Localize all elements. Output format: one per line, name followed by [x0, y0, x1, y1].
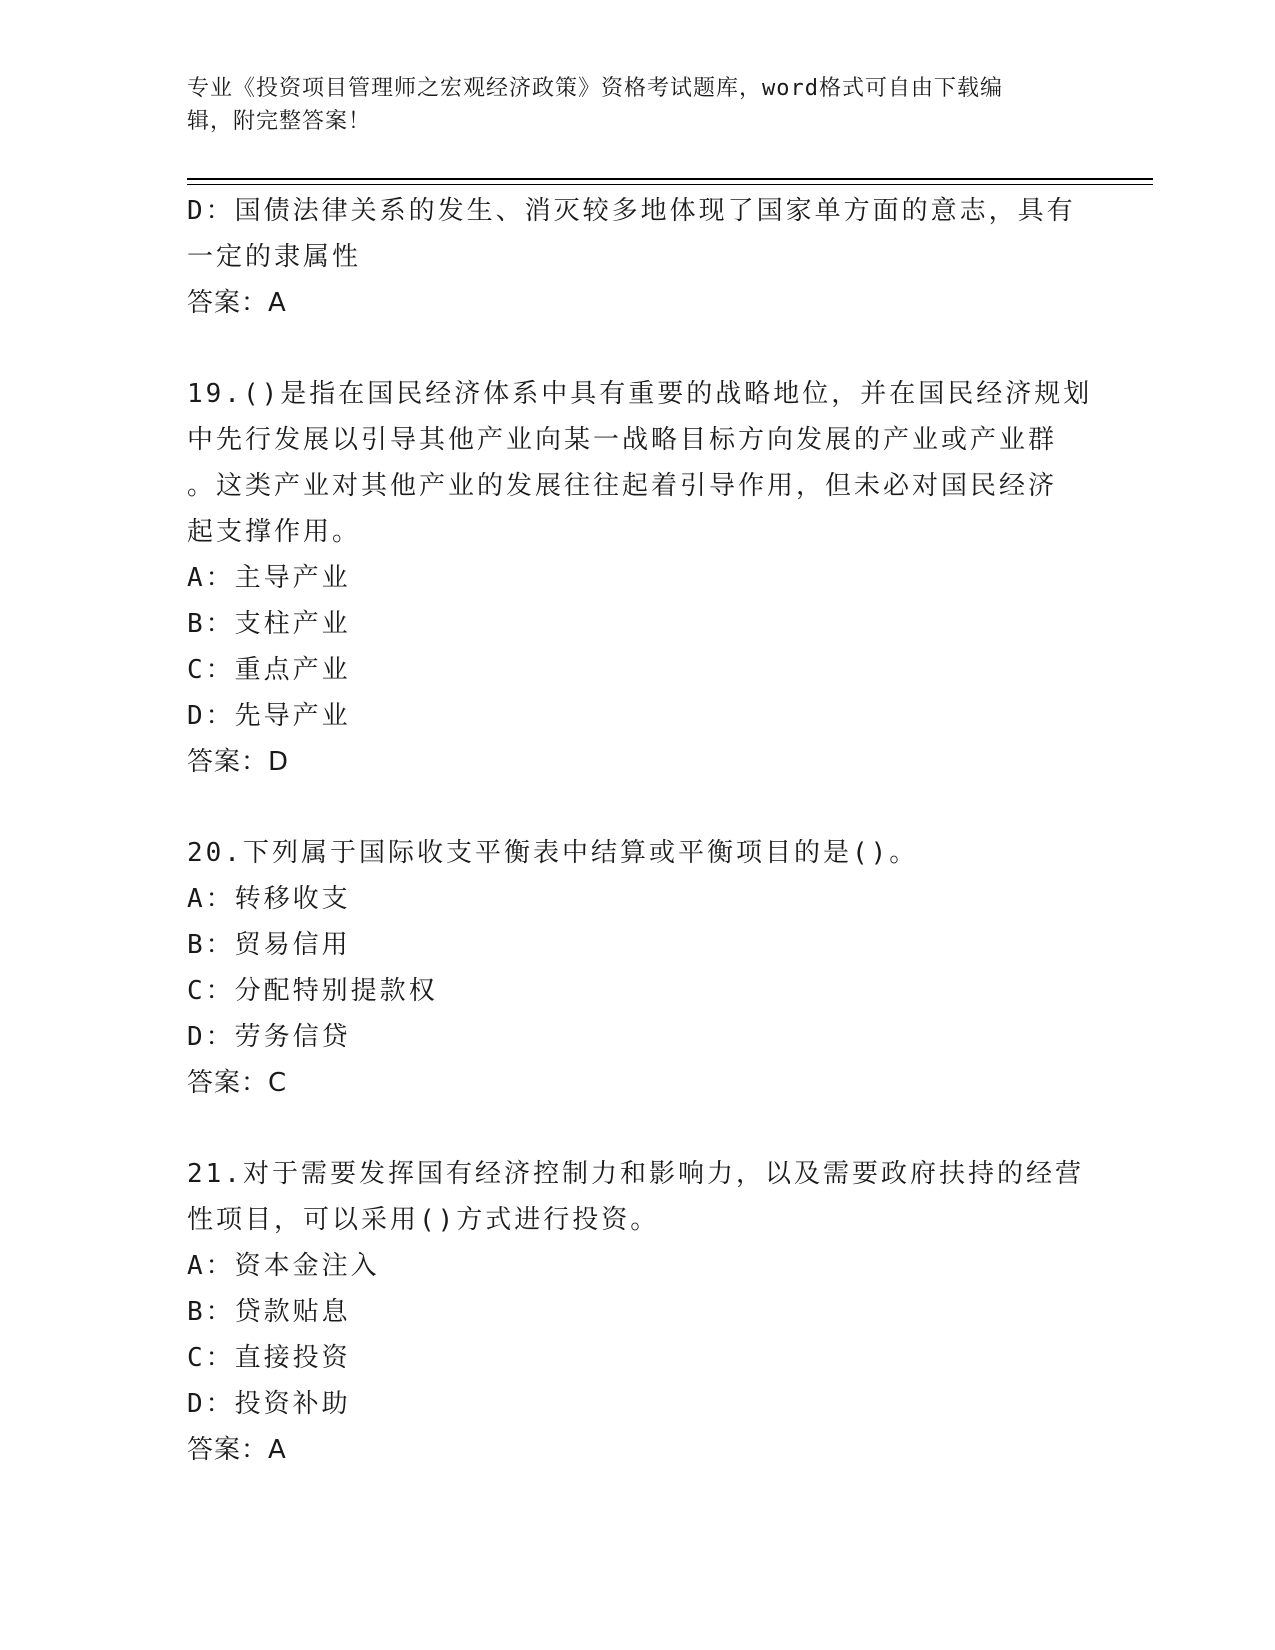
question-stem-line: 20.下列属于国际收支平衡表中结算或平衡项目的是()。	[187, 838, 919, 868]
option-c: C：直接投资	[187, 1343, 351, 1373]
option-a: A：转移收支	[187, 884, 351, 914]
question-stem-line: 21.对于需要发挥国有经济控制力和影响力，以及需要政府扶持的经营	[187, 1159, 1084, 1189]
question-20	[187, 830, 1087, 1106]
option-d: D：劳务信贷	[187, 1022, 351, 1052]
question-stem-line: 中先行发展以引导其他产业向某一战略目标方向发展的产业或产业群	[187, 425, 1058, 455]
document-body	[187, 188, 1093, 1473]
previous-question-tail	[187, 188, 1087, 326]
question-21	[187, 1151, 1087, 1473]
header-divider-thin	[187, 184, 1153, 185]
question-stem-line: 起支撑作用。	[187, 517, 362, 547]
option-d: D：先导产业	[187, 701, 351, 731]
answer-line: 答案：A	[187, 288, 287, 318]
question-stem-line: 性项目，可以采用()方式进行投资。	[187, 1205, 660, 1235]
header-divider-thick	[187, 178, 1153, 180]
option-d-line-2: 一定的隶属性	[187, 242, 362, 272]
document-header	[187, 72, 1077, 138]
option-b: B：支柱产业	[187, 609, 351, 639]
answer-line: 答案：D	[187, 747, 290, 777]
question-19	[187, 371, 1093, 785]
question-stem-line: 。这类产业对其他产业的发展往往起着引导作用，但未必对国民经济	[187, 471, 1058, 501]
option-b: B：贷款贴息	[187, 1297, 351, 1327]
header-line-1: 专业《投资项目管理师之宏观经济政策》资格考试题库，word格式可自由下载编	[187, 76, 1003, 101]
answer-line: 答案：A	[187, 1435, 287, 1465]
option-b: B：贸易信用	[187, 930, 351, 960]
option-a: A：资本金注入	[187, 1251, 380, 1281]
option-a: A：主导产业	[187, 563, 351, 593]
option-c: C：重点产业	[187, 655, 351, 685]
question-stem-line: 19.()是指在国民经济体系中具有重要的战略地位，并在国民经济规划	[187, 379, 1093, 409]
answer-line: 答案：C	[187, 1068, 288, 1098]
option-d: D：投资补助	[187, 1389, 351, 1419]
option-c: C：分配特别提款权	[187, 976, 438, 1006]
option-d-line-1: D：国债法律关系的发生、消灭较多地体现了国家单方面的意志，具有	[187, 196, 1076, 226]
header-line-2: 辑，附完整答案！	[187, 109, 372, 134]
